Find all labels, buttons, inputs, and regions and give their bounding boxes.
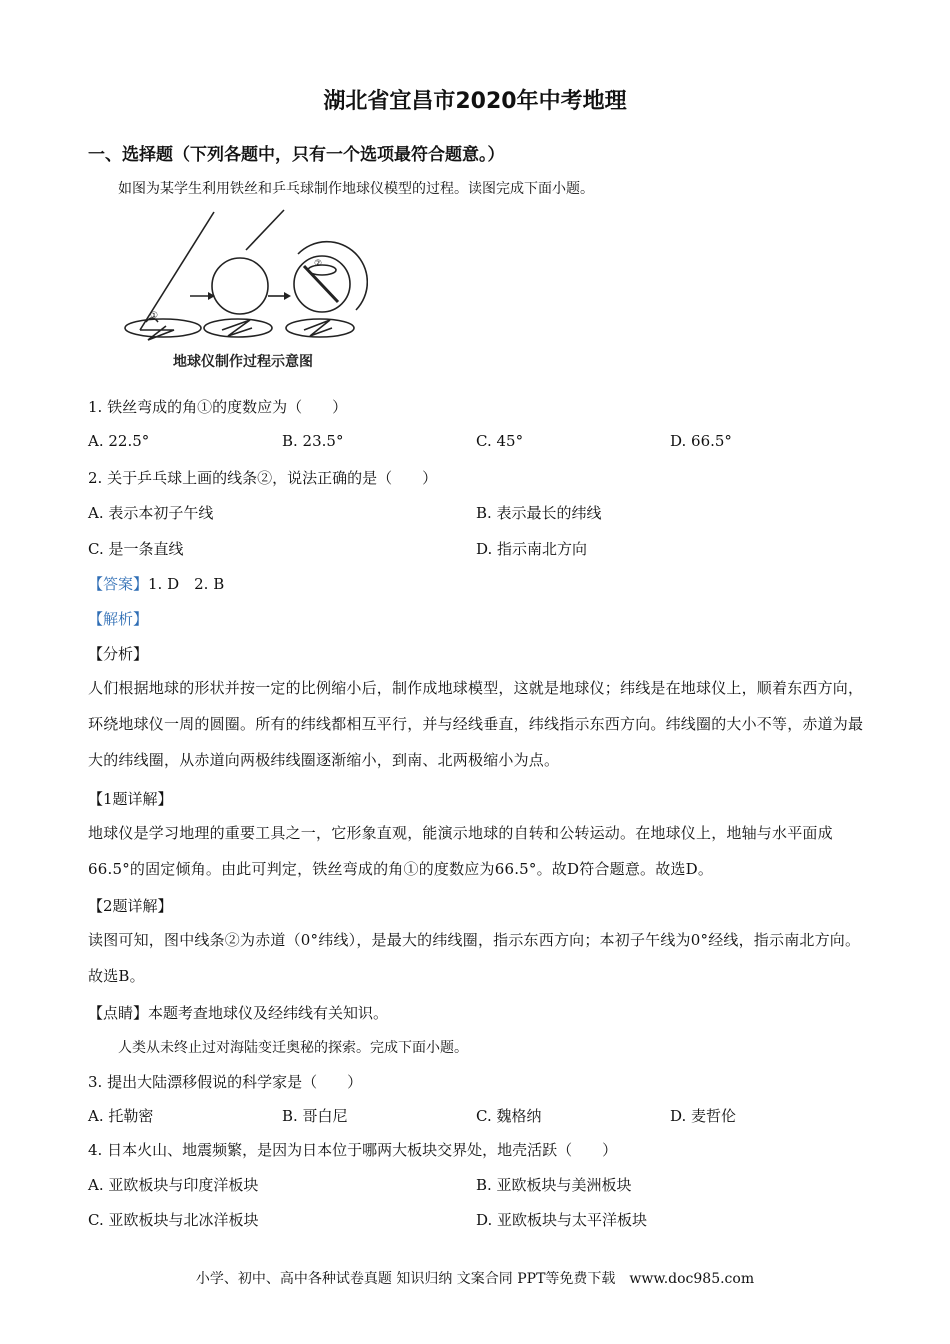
q2-option-d: D. 指示南北方向 — [476, 540, 588, 558]
analysis-label: 【解析】 — [88, 610, 149, 628]
answer-line — [88, 573, 224, 594]
dianjing-label: 【点睛】 — [88, 1004, 149, 1022]
q3-option-b: B. 哥白尼 — [282, 1107, 348, 1125]
figure-caption: 地球仪制作过程示意图 — [173, 354, 313, 370]
label-line-2: ② — [314, 259, 323, 269]
dianjing-text: 本题考查地球仪及经纬线有关知识。 — [148, 1004, 389, 1022]
question-intro-1: 如图为某学生利用铁丝和乒乓球制作地球仪模型的过程。读图完成下面小题。 — [118, 181, 594, 197]
q4-option-a: A. 亚欧板块与印度洋板块 — [88, 1176, 259, 1194]
q4-option-d: D. 亚欧板块与太平洋板块 — [476, 1211, 648, 1229]
question-4-stem: 4. 日本火山、地震频繁，是因为日本位于哪两大板块交界处，地壳活跃（ ） — [88, 1141, 618, 1159]
section-heading-choice: 一、选择题（下列各题中，只有一个选项最符合题意。） — [88, 145, 505, 165]
q1-option-c: C. 45° — [476, 432, 524, 450]
label-angle-1: ① — [150, 311, 159, 321]
meridian-ring — [298, 242, 367, 310]
q4-option-c: C. 亚欧板块与北冰洋板块 — [88, 1211, 259, 1229]
question-intro-2: 人类从未终止过对海陆变迁奥秘的探索。完成下面小题。 — [118, 1040, 468, 1056]
wire-bend-1 — [140, 326, 174, 340]
q2-option-a: A. 表示本初子午线 — [88, 504, 214, 522]
dianjing-line — [88, 1002, 388, 1023]
q2-option-c: C. 是一条直线 — [88, 540, 184, 558]
q3-option-a: A. 托勒密 — [88, 1107, 154, 1125]
globe-making-figure — [118, 206, 368, 376]
q1-detail-paragraph: 地球仪是学习地理的重要工具之一，它形象直观，能演示地球的自转和公转运动。在地球仪上，地轴与水平面成66.5°的固定倾角。由此可判定，铁丝弯成的角①的度数应为66.5°。故D符合题意。故选D。 — [88, 824, 833, 878]
wire-bend-3 — [304, 320, 332, 336]
question-3-stem: 3. 提出大陆漂移假说的科学家是（ ） — [88, 1073, 363, 1091]
q3-option-c: C. 魏格纳 — [476, 1107, 542, 1125]
q1-detail-label: 【1题详解】 — [88, 790, 173, 808]
answer-label: 【答案】 — [88, 575, 149, 593]
q2-detail-label: 【2题详解】 — [88, 897, 173, 915]
page-footer: 小学、初中、高中各种试卷真题 知识归纳 文案合同 PPT等免费下载 www.doc985.com — [195, 1271, 755, 1287]
q2-option-b: B. 表示最长的纬线 — [476, 504, 602, 522]
question-1-stem: 1. 铁丝弯成的角①的度数应为（ ） — [88, 398, 348, 416]
wire-bend-2 — [222, 320, 252, 336]
q3-option-d: D. 麦哲伦 — [670, 1107, 737, 1125]
q4-option-b: B. 亚欧板块与美洲板块 — [476, 1176, 632, 1194]
question-2-stem: 2. 关于乒乓球上画的线条②，说法正确的是（ ） — [88, 469, 438, 487]
page-title: 湖北省宜昌市2020年中考地理 — [323, 89, 627, 114]
answer-text: 1. D 2. B — [148, 575, 225, 593]
wire-rod-2 — [246, 210, 284, 250]
q2-detail-paragraph: 读图可知，图中线条②为赤道（0°纬线），是最大的纬线圈，指示东西方向；本初子午线为0°经线，指示南北方向。故选B。 — [88, 931, 861, 985]
q1-option-a: A. 22.5° — [88, 432, 150, 450]
q1-option-d: D. 66.5° — [670, 432, 732, 450]
q1-option-b: B. 23.5° — [282, 432, 344, 450]
fenxi-label: 【分析】 — [88, 645, 149, 663]
ping-pong-ball — [212, 258, 268, 314]
globe-diagram — [118, 206, 368, 376]
fenxi-paragraph: 人们根据地球的形状并按一定的比例缩小后，制作成地球模型，这就是地球仪；纬线是在地球仪上，顺着东西方向，环绕地球仪一周的圆圈。所有的纬线都相互平行，并与经线垂直，纬线指示东西方向。纬线圈的大小不等，赤道为最大的纬线圈，从赤道向两极纬线圈逐渐缩小，到南、北两极缩小为点。 — [88, 679, 864, 769]
